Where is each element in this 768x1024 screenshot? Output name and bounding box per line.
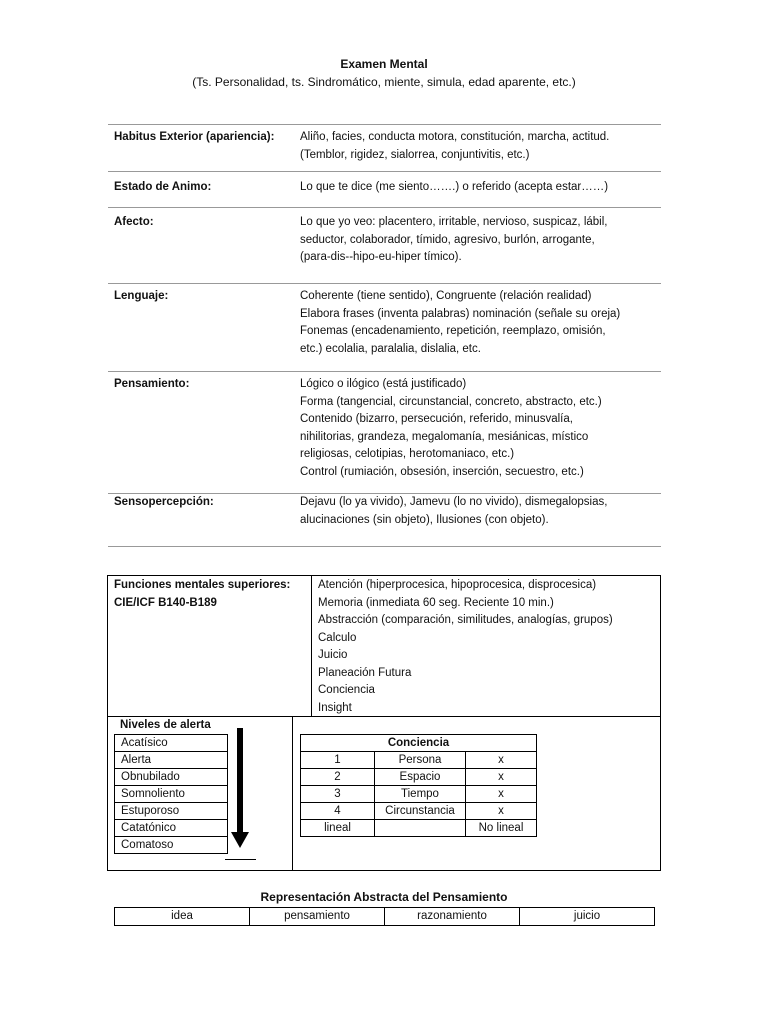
table-cell: Acatísico — [115, 735, 228, 752]
table-cell: Circunstancia — [375, 803, 466, 820]
section-estado-animo — [108, 171, 661, 208]
table-header: Conciencia — [301, 735, 537, 752]
list-item: Insight — [318, 701, 352, 714]
text-line: (Temblor, rigidez, sialorrea, conjuntivitis, etc.) — [300, 148, 530, 161]
section-label: Habitus Exterior (apariencia): — [114, 131, 275, 143]
table-cell: Persona — [375, 752, 466, 769]
table-row — [301, 820, 537, 837]
list-item: Conciencia — [318, 684, 375, 696]
section-label: Lenguaje: — [114, 290, 169, 302]
funciones-code: CIE/ICF B140-B189 — [114, 596, 217, 609]
section-sensopercepcion — [108, 493, 661, 547]
table-cell: Catatónico — [115, 820, 228, 837]
list-item: Memoria (inmediata 60 seg. Reciente 10 min.) — [318, 596, 554, 609]
table-cell: Alerta — [115, 752, 228, 769]
text-line: Elabora frases (inventa palabras) nominación (señale su oreja) — [300, 307, 621, 320]
representacion-table — [114, 907, 655, 926]
section-label: Sensopercepción: — [114, 496, 214, 508]
table-cell: idea — [115, 908, 250, 926]
text-line: Lógico o ilógico (está justificado) — [300, 378, 467, 390]
table-cell — [375, 820, 466, 837]
funciones-list — [318, 577, 658, 717]
page-subtitle: (Ts. Personalidad, ts. Sindromático, miente, simula, edad aparente, etc.) — [192, 75, 576, 89]
section-label: Pensamiento: — [114, 378, 190, 390]
text-line: Control (rumiación, obsesión, inserción, secuestro, etc.) — [300, 465, 584, 478]
divider — [225, 859, 256, 860]
table-row — [301, 769, 537, 786]
section-text — [300, 376, 655, 481]
table-cell: x — [466, 752, 537, 769]
table-row — [115, 837, 228, 854]
page-title: Examen Mental — [340, 57, 428, 71]
arrow-down-icon — [230, 728, 250, 850]
section-text — [300, 494, 655, 529]
table-cell: lineal — [301, 820, 375, 837]
list-item: Atención (hiperprocesica, hipoprocesica, disprocesica) — [318, 579, 597, 591]
table-cell: x — [466, 769, 537, 786]
table-row — [115, 769, 228, 786]
section-text — [300, 129, 655, 164]
table-cell: razonamiento — [385, 908, 520, 926]
text-line: Contenido (bizarro, persecución, referido, minusvalía, — [300, 413, 573, 425]
section-label: Estado de Animo: — [114, 181, 212, 193]
table-row — [301, 786, 537, 803]
conciencia-table — [300, 734, 537, 837]
section-afecto — [108, 207, 661, 284]
representacion-title: Representación Abstracta del Pensamiento — [260, 890, 508, 904]
table-cell: Tiempo — [375, 786, 466, 803]
text-line: alucinaciones (sin objeto), Ilusiones (con objeto). — [300, 513, 549, 526]
list-item: Planeación Futura — [318, 666, 412, 679]
table-cell: 3 — [301, 786, 375, 803]
table-cell: Espacio — [375, 769, 466, 786]
text-line: etc.) ecolalia, paralalia, dislalia, etc. — [300, 342, 481, 355]
table-row — [115, 908, 655, 926]
table-cell: Comatoso — [115, 837, 228, 854]
divider — [292, 716, 293, 870]
text-line: Lo que te dice (me siento…….) o referido (acepta estar……) — [300, 181, 609, 193]
section-text — [300, 288, 655, 358]
text-line: Fonemas (encadenamiento, repetición, reemplazo, omisión, — [300, 325, 606, 337]
table-cell: Estuporoso — [115, 803, 228, 820]
table-row — [115, 803, 228, 820]
table-row — [115, 786, 228, 803]
table-cell: Somnoliento — [115, 786, 228, 803]
text-line: seductor, colaborador, tímido, agresivo, burlón, arrogante, — [300, 233, 595, 246]
section-label: Afecto: — [114, 216, 154, 228]
section-lenguaje — [108, 283, 661, 372]
section-text — [300, 179, 655, 197]
table-cell: x — [466, 803, 537, 820]
table-cell: pensamiento — [250, 908, 385, 926]
table-cell: x — [466, 786, 537, 803]
table-row — [115, 820, 228, 837]
section-habitus — [108, 124, 661, 171]
text-line: Aliño, facies, conducta motora, constitución, marcha, actitud. — [300, 131, 610, 143]
text-line: Coherente (tiene sentido), Congruente (relación realidad) — [300, 290, 592, 302]
table-cell: 1 — [301, 752, 375, 769]
text-line: Dejavu (lo ya vivido), Jamevu (lo no vivido), dismegalopsias, — [300, 496, 608, 508]
text-line: (para-dis--hipo-eu-hiper tímico). — [300, 251, 462, 263]
list-item: Juicio — [318, 649, 348, 661]
table-cell: 4 — [301, 803, 375, 820]
funciones-label-line: Funciones mentales superiores: — [114, 579, 291, 591]
table-row — [301, 752, 537, 769]
table-cell: 2 — [301, 769, 375, 786]
section-text — [300, 214, 655, 267]
table-row — [301, 803, 537, 820]
funciones-label — [114, 577, 309, 612]
table-cell: Obnubilado — [115, 769, 228, 786]
divider — [311, 576, 312, 716]
table-row — [301, 735, 537, 752]
niveles-table — [114, 734, 228, 854]
text-line: religiosas, celotipias, herotomaniaco, etc.) — [300, 448, 515, 460]
section-pensamiento — [108, 371, 661, 494]
table-cell: juicio — [520, 908, 655, 926]
text-line: Lo que yo veo: placentero, irritable, nervioso, suspicaz, lábil, — [300, 216, 608, 228]
text-line: Forma (tangencial, circunstancial, concreto, abstracto, etc.) — [300, 395, 602, 408]
funciones-box — [107, 575, 661, 871]
list-item: Abstracción (comparación, similitudes, analogías, grupos) — [318, 614, 613, 626]
niveles-title: Niveles de alerta — [120, 719, 211, 731]
text-line: nihilitorias, grandeza, megalomanía, mesiánicas, místico — [300, 430, 589, 443]
list-item: Calculo — [318, 631, 357, 644]
table-row — [115, 752, 228, 769]
table-row — [115, 735, 228, 752]
divider — [108, 546, 661, 547]
table-cell: No lineal — [466, 820, 537, 837]
